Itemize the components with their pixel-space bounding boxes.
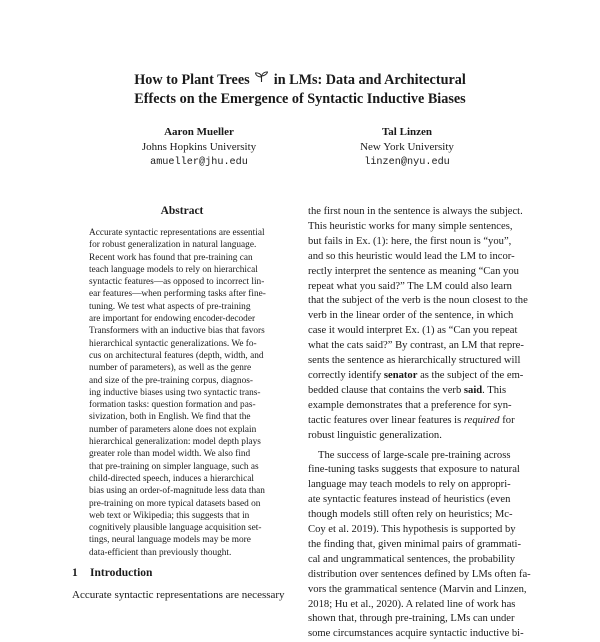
abstract-line: sivization, both in English. We find that the: [89, 411, 275, 423]
author-block: [118, 125, 280, 170]
abstract-line: ing inductive biases using two syntactic trans-: [89, 387, 275, 399]
abstract-line: are important for endowing encoder-decoder: [89, 313, 275, 325]
text-line: language may teach models to rely on appropri-: [308, 478, 538, 493]
right-column-text: [308, 205, 538, 642]
text-line: what the cats said?” By contrast, an LM that repre-: [308, 339, 538, 354]
abstract-line: that pre-training on simpler language, such as: [89, 461, 275, 473]
paper-title: [60, 70, 540, 109]
text-line: shown that, through pre-training, LMs can under: [308, 612, 538, 627]
abstract-line: Transformers with an inductive bias that favors: [89, 325, 275, 337]
author-affiliation: New York University: [326, 140, 488, 155]
section-title: Introduction: [90, 567, 152, 579]
text-line: sents the sentence as hierarchically structured will: [308, 354, 538, 369]
text-line: some circumstances acquire syntactic inductive bi-: [308, 627, 538, 642]
text-line: repeat what you said?” The LM could also learn: [308, 280, 538, 295]
text-line: robust linguistic generalization.: [308, 429, 538, 444]
abstract-line: teach language models to rely on hierarchical: [89, 264, 275, 276]
text-line: that the subject of the verb is the noun closest to the: [308, 294, 538, 309]
section-number: 1: [72, 567, 90, 579]
text-line: This heuristic works for many simple sentences,: [308, 220, 538, 235]
emphasis-bold: senator: [384, 370, 418, 381]
abstract-line: greater role than model width. We also find: [89, 448, 275, 460]
abstract-line: child-directed speech, induces a hierarchical: [89, 473, 275, 485]
title-line-1: How to Plant Trees in LMs: Data and Architectural: [60, 70, 540, 90]
text-line: vors the grammatical sentence (Marvin and Linzen,: [308, 583, 538, 598]
abstract-line: hierarchical syntactic generalizations. We fo-: [89, 338, 275, 350]
abstract-line: data-efficient than previously thought.: [89, 547, 275, 559]
text-line: bedded clause that contains the verb said. This: [308, 384, 538, 399]
text-line: cal and ungrammatical sentences, the probability: [308, 553, 538, 568]
text-line: and so this heuristic would lead the LM to incor-: [308, 250, 538, 265]
abstract-line: number of parameters alone does not explain: [89, 424, 275, 436]
abstract-line: bias using an order-of-magnitude less data than: [89, 485, 275, 497]
author-name: Aaron Mueller: [118, 125, 280, 140]
abstract-line: and size of the pre-training corpus, diagnos-: [89, 375, 275, 387]
author-name: Tal Linzen: [326, 125, 488, 140]
abstract-line: pre-training on more typical datasets based on: [89, 498, 275, 510]
text-line: but fails in Ex. (1): here, the first noun is “you”,: [308, 235, 538, 250]
text-line: case it would interpret Ex. (1) as “Can you repeat: [308, 324, 538, 339]
abstract-line: cognitively plausible language acquisition set-: [89, 522, 275, 534]
text-line: tactic features over linear features is required for: [308, 414, 538, 429]
text-line: example demonstrates that a preference for syn-: [308, 399, 538, 414]
section-heading-introduction: [72, 567, 152, 579]
abstract-line: ear features—when performing tasks after fine-: [89, 288, 275, 300]
text-line: ate syntactic features instead of heuristics (even: [308, 493, 538, 508]
abstract-line: Recent work has found that pre-training can: [89, 252, 275, 264]
emphasis-italic: required: [464, 415, 500, 426]
text-line: the first noun in the sentence is always the subject.: [308, 205, 538, 220]
text-line: fine-tuning tasks suggests that exposure to natural: [308, 463, 538, 478]
abstract-heading: Abstract: [82, 205, 282, 217]
title-line-2: Effects on the Emergence of Syntactic Inductive Biases: [60, 90, 540, 109]
abstract-line: for robust generalization in natural language.: [89, 239, 275, 251]
text-line: distribution over sentences defined by LMs often fa-: [308, 568, 538, 583]
emphasis-bold: said: [464, 385, 482, 396]
author-email: amueller@jhu.edu: [118, 155, 280, 170]
abstract-line: formation tasks: question formation and pas-: [89, 399, 275, 411]
text-line: though models still often rely on heuristics; Mc-: [308, 508, 538, 523]
text-line: 2018; Hu et al., 2020). A related line of work has: [308, 598, 538, 613]
text-line: Coy et al. 2019). This hypothesis is supported by: [308, 523, 538, 538]
abstract-line: cus on architectural features (depth, width, and: [89, 350, 275, 362]
text-line: correctly identify senator as the subject of the em-: [308, 369, 538, 384]
abstract-line: tings, neural language models may be more: [89, 534, 275, 546]
paragraph-2: [308, 449, 538, 642]
abstract-line: syntactic features—as opposed to incorrect lin-: [89, 276, 275, 288]
text-line: verb in the linear order of the sentence, in which: [308, 309, 538, 324]
abstract-body: [89, 227, 275, 559]
text-line: The success of large-scale pre-training across: [308, 449, 538, 464]
author-email: linzen@nyu.edu: [326, 155, 488, 170]
sprout-icon: [254, 70, 269, 82]
abstract-line: Accurate syntactic representations are essential: [89, 227, 275, 239]
intro-first-line: Accurate syntactic representations are necessary: [72, 589, 285, 601]
abstract-line: number of parameters), as well as the genre: [89, 362, 275, 374]
text-line: the finding that, given minimal pairs of grammati-: [308, 538, 538, 553]
abstract-line: hierarchical generalization: model depth plays: [89, 436, 275, 448]
author-affiliation: Johns Hopkins University: [118, 140, 280, 155]
abstract-line: web text or Wikipedia; this suggests that in: [89, 510, 275, 522]
abstract-line: tuning. We test what aspects of pre-training: [89, 301, 275, 313]
author-block: [326, 125, 488, 170]
text-line: rectly interpret the sentence as meaning “Can you: [308, 265, 538, 280]
